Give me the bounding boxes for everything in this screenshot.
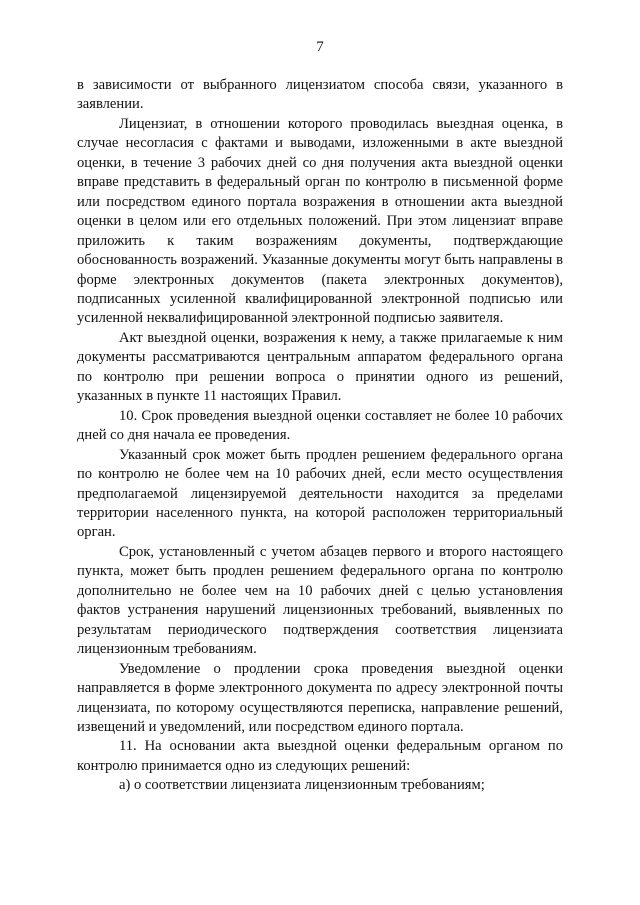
- paragraph-item-11: 11. На основании акта выездной оценки федеральным органом по контролю принимается одно из следующих решений:: [77, 738, 563, 774]
- document-body: [77, 76, 563, 796]
- paragraph-item-10: 10. Срок проведения выездной оценки составляет не более 10 рабочих дней со дня начала ее проведения.: [77, 407, 563, 444]
- paragraph-act-review: Акт выездной оценки, возражения к нему, а также прилагаемые к ним документы рассматриваются центральным аппаратом федерального органа по контролю при решении вопроса о принятии одного из решений, указанных в пункте 11 настоящих Правил.: [77, 329, 563, 405]
- paragraph-objections: Лицензиат, в отношении которого проводилась выездная оценка, в случае несогласия с фактами и выводами, изложенными в акте выездной оценки, в течение 3 рабочих дней со дня получения акта выездной оценки вправе представить в федеральный орган по контролю в письменной форме или посредством единого портала возражения в отношении акта выездной оценки в целом или его отдельных положений. При этом лицензиат вправе приложить к таким возражениям документы, подтверждающие обоснованность возражений. Указанные документы могут быть направлены в форме электронных документов (пакета электронных документов), подписанных усиленной квалифицированной электронной подписью или усиленной неквалифицированной электронной подписью заявителя.: [77, 115, 563, 327]
- paragraph-item-11a: а) о соответствии лицензиата лицензионным требованиям;: [119, 777, 485, 794]
- page-number: 7: [316, 39, 324, 55]
- paragraph-term-extension: Указанный срок может быть продлен решением федерального органа по контролю не более чем на 10 рабочих дней, если место осуществления предполагаемой лицензируемой деятельности находится за пределами территории населенного пункта, на которой расположен территориальный орган.: [77, 446, 563, 541]
- paragraph-continuation: в зависимости от выбранного лицензиатом способа связи, указанного в заявлении.: [77, 77, 563, 113]
- paragraph-extension-notice: Уведомление о продлении срока проведения выездной оценки направляется в форме электронного документа по адресу электронной почты лицензиата, по которому осуществляются переписка, направление решений, извещений и уведомлений, или посредством единого портала.: [77, 660, 563, 735]
- paragraph-additional-extension: Срок, установленный с учетом абзацев первого и второго настоящего пункта, может быть продлен решением федерального органа по контролю дополнительно не более чем на 10 рабочих дней с целью установления фактов устранения нарушений лицензионных требований, выявленных по результатам периодического подтверждения соответствия лицензиата лицензионным требованиям.: [77, 543, 563, 658]
